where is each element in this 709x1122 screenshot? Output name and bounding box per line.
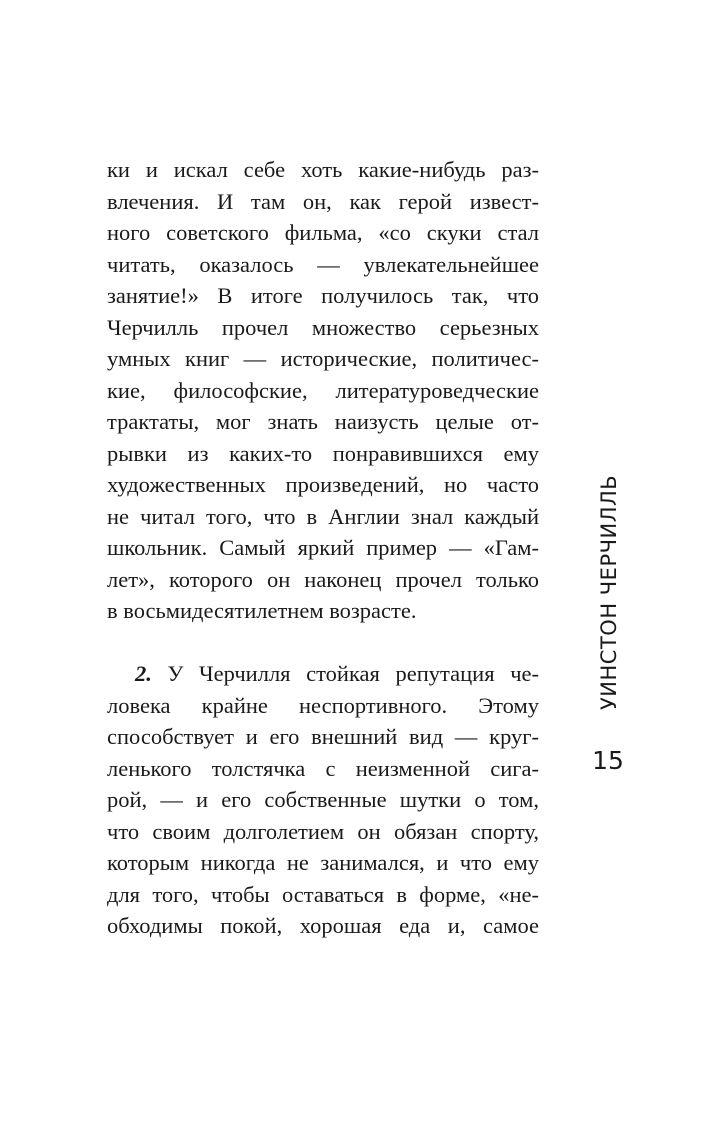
text-line: рывки из каких-то понравившихся ему <box>107 440 539 466</box>
text-line: что своим долголетием он обязан спорту, <box>107 818 539 844</box>
text-line: ленького толстячка с неизменной сига- <box>107 755 539 781</box>
item-number: 2. <box>135 661 152 686</box>
text-line: кие, философские, литературоведческие <box>107 377 539 403</box>
first-line-text: У Черчилля стойкая репутация че- <box>151 661 539 686</box>
text-line: ки и искал себе хоть какие-нибудь раз- <box>107 157 539 182</box>
text-line: Черчилль прочел множество серьезных <box>107 314 539 340</box>
text-line: в восьмидесятилетнем возрасте. <box>107 598 417 623</box>
text-line: которым никогда не занимался, и что ему <box>107 850 539 875</box>
text-line: умных книг — исторические, политичес- <box>107 346 539 371</box>
text-line: ного советского фильма, «со скуки стал <box>107 220 539 245</box>
text-line: занятие!» В итоге получилось так, что <box>107 283 539 308</box>
page-number: 15 <box>592 746 624 775</box>
text-line: не читал того, что в Англии знал каждый <box>107 503 539 529</box>
text-line: для того, чтобы оставаться в форме, «не- <box>107 881 539 907</box>
text-line: лет», которого он наконец прочел только <box>107 566 539 592</box>
text-line: художественных произведений, но часто <box>107 472 539 497</box>
paragraph-1 <box>107 154 539 627</box>
text-line: ловека крайне неспортивного. Этому <box>107 692 539 718</box>
text-line: школьник. Самый яркий пример — «Гам- <box>107 535 539 560</box>
text-line: читать, оказалось — увлекательнейшее <box>107 251 539 277</box>
paragraph-2 <box>107 658 539 942</box>
paragraph-2-first-line <box>107 658 539 690</box>
text-line: способствует и его внешний вид — круг- <box>107 724 539 749</box>
text-line: влечения. И там он, как герой извест- <box>107 188 539 214</box>
text-line: рой, — и его собственные шутки о том, <box>107 787 539 812</box>
running-head: УИНСТОН ЧЕРЧИЛЛЬ <box>597 474 621 710</box>
text-line: обходимы покой, хорошая еда и, самое <box>107 913 539 938</box>
text-line: трактаты, мог знать наизусть целые от- <box>107 409 539 434</box>
